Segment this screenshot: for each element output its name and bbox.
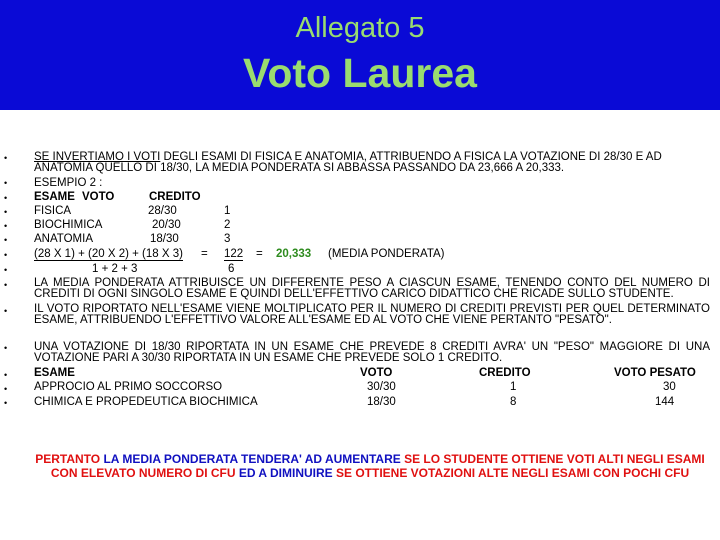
table2-header-esame: ESAME [34,367,75,379]
table2-header-credito: CREDITO [479,367,531,379]
table2-header-voto: VOTO [360,367,393,379]
bullet-marker: • [4,193,8,203]
table1-row-voto: 28/30 [148,205,177,217]
table2-row-esame: CHIMICA E PROPEDEUTICA BIOCHIMICA [34,396,258,408]
table2-header-pesato: VOTO PESATO [614,367,696,379]
bullet-marker: • [4,280,8,290]
table1-row-credito: 2 [224,219,231,231]
table1-header-credito: CREDITO [149,191,201,203]
table2-row-voto: 30/30 [367,381,396,393]
conclusion-text: PERTANTO LA MEDIA PONDERATA TENDERA' AD AUMENTARE SE LO STUDENTE OTTIENE VOTI ALTI NEGLI ESAMI CON ELEVATO NUMERO DI CFU ED A DIMINUIRE SE OTTIENE VOTAZIONI ALTE NEGLI ESAMI CON POCHI CFU [35,452,705,480]
bullet-marker: • [4,370,8,380]
slide-subtitle: Allegato 5 [295,12,425,44]
slide-title: Voto Laurea [243,50,477,96]
bullet-marker: • [4,306,8,316]
table1-row-credito: 3 [224,233,231,245]
fraction-denominator: 6 [228,263,235,275]
bullet-marker: • [4,178,8,188]
paragraph-weight-example: UNA VOTAZIONE DI 18/30 RIPORTATA IN UN ESAME CHE PREVEDE 8 CREDITI AVRA' UN "PESO" MAGGIORE DI UNA VOTAZIONE PARI A 30/30 RIPORTATA IN UN ESAME CHE PREVEDE SOLO 1 CREDITO. [34,341,710,364]
formula-denominator: 1 + 2 + 3 [92,263,138,275]
table1-header-esame: ESAME [34,191,75,203]
bullet-marker: • [4,265,8,275]
fraction-numerator: 122 [224,248,244,260]
inversion-link[interactable]: SE INVERTIAMO I VOTI [34,151,161,163]
formula-equals: = [256,248,263,260]
weighted-average-result: 20,333 [276,248,312,260]
paragraph-intro-line-2: ANATOMIA QUELLO DI 18/30, LA MEDIA PONDERATA SI ABBASSA PASSANDO DA 23,666 A 20,333. [34,162,565,174]
bullet-marker: • [4,384,8,394]
table1-row-voto: 18/30 [150,233,179,245]
table2-row-credito: 8 [510,396,517,408]
table1-row-esame: ANATOMIA [34,233,93,245]
result-note: (MEDIA PONDERATA) [328,248,445,260]
paragraph-intro-line-1: SE INVERTIAMO I VOTI DEGLI ESAMI DI FISICA E ANATOMIA, ATTRIBUENDO A FISICA LA VOTAZIONE DI 28/30 E AD [34,151,662,163]
table2-row-voto: 18/30 [367,396,396,408]
bullet-marker: • [4,343,8,353]
paragraph-weighted-vote: IL VOTO RIPORTATO NELL'ESAME VIENE MOLTIPLICATO PER IL NUMERO DI CREDITI PREVISTI PER QUEL DETERMINATO ESAME, ATTRIBUENDO L'EFFETTIVO VALORE ALL'ESAME ED AL VOTO CHE VIENE PERTANTO "PESATO". [34,303,710,326]
table2-row-credito: 1 [510,381,517,393]
example-label: ESEMPIO 2 : [34,177,103,189]
table2-row-pesato: 30 [663,381,676,393]
bullet-marker: • [4,235,8,245]
table1-header-voto: VOTO [82,191,115,203]
table1-row-voto: 20/30 [152,219,181,231]
formula-numerator: (28 X 1) + (20 X 2) + (18 X 3) [34,248,183,260]
table2-row-pesato: 144 [655,396,675,408]
bullet-marker: • [4,153,8,163]
table1-row-esame: BIOCHIMICA [34,219,103,231]
bullet-marker: • [4,207,8,217]
bullet-marker: • [4,250,8,260]
bullet-marker: • [4,398,8,408]
table2-row-esame: APPROCIO AL PRIMO SOCCORSO [34,381,223,393]
paragraph-weighted-average: LA MEDIA PONDERATA ATTRIBUISCE UN DIFFERENTE PESO A CIASCUN ESAME, TENENDO CONTO DEL NUMERO DI CREDITI DI OGNI SINGOLO ESAME E QUINDI DELL'EFFETTIVO CARICO DIDATTICO CHE RICADE SULLO STUDENTE. [34,277,710,300]
table1-row-credito: 1 [224,205,231,217]
bullet-marker: • [4,221,8,231]
table1-row-esame: FISICA [34,205,72,217]
formula-equals: = [201,248,208,260]
